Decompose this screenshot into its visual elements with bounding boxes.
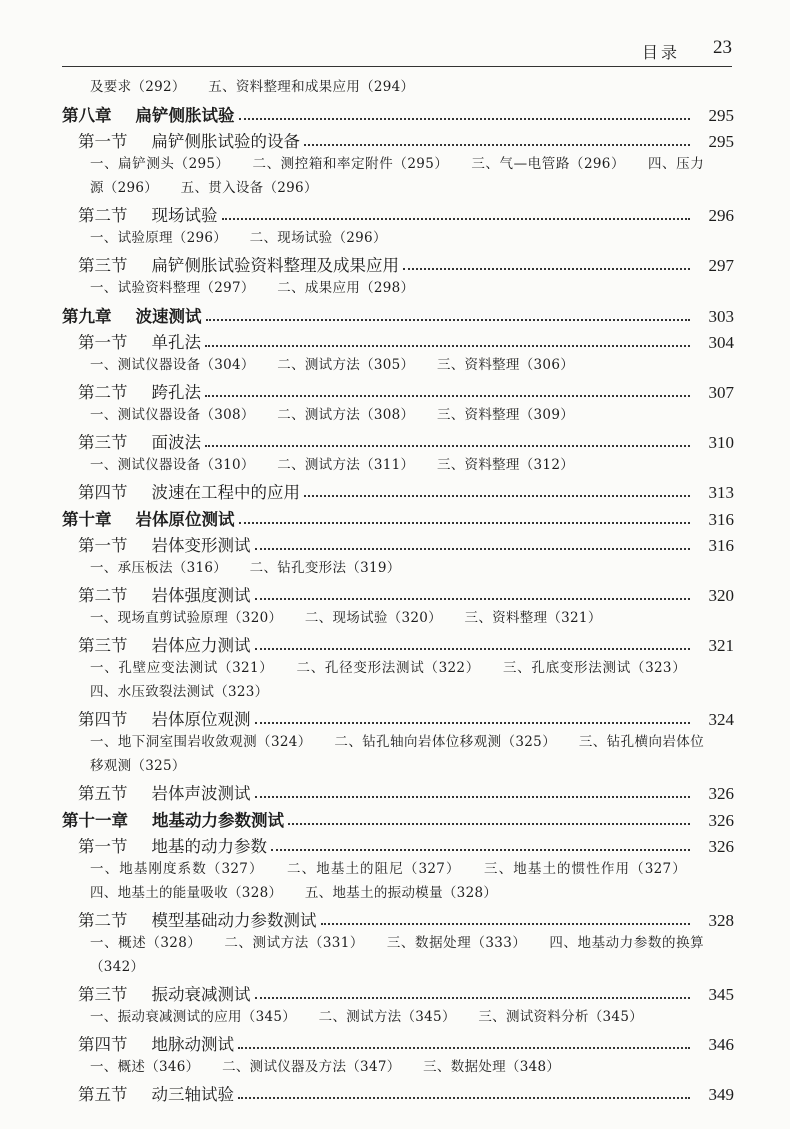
toc-section-entry[interactable] bbox=[62, 704, 734, 730]
toc-subsection-item: 一、试验原理（296） bbox=[90, 230, 228, 246]
toc-chapter-entry[interactable] bbox=[62, 102, 734, 126]
toc-subsection-list bbox=[62, 152, 734, 200]
section-title: 岩体声波测试 bbox=[151, 784, 251, 803]
toc-section-entry[interactable] bbox=[62, 630, 734, 656]
section-title: 岩体应力测试 bbox=[151, 636, 251, 655]
toc-subsection-list bbox=[62, 353, 734, 377]
toc-subsection-item: 一、地下洞室围岩收敛观测（324） bbox=[90, 734, 312, 750]
section-title: 岩体原位观测 bbox=[151, 710, 251, 729]
toc-page-number: 297 bbox=[708, 256, 734, 275]
section-number: 第三节 bbox=[78, 636, 128, 655]
toc-subsection-item: 一、概述（346） bbox=[90, 1059, 200, 1075]
toc-subsection-item: 三、孔底变形法测试（323） bbox=[502, 660, 687, 676]
toc-subsection-item: 四、地基动力参数的换算（342） bbox=[90, 935, 704, 975]
toc-section-entry[interactable] bbox=[62, 477, 734, 503]
toc-section-entry[interactable] bbox=[62, 327, 734, 353]
toc-section-entry[interactable] bbox=[62, 427, 734, 453]
toc-page-number: 326 bbox=[708, 784, 734, 803]
toc-section-entry[interactable] bbox=[62, 1029, 734, 1055]
toc-subsection-item: 二、测试方法（311） bbox=[277, 457, 415, 473]
section-number: 第一节 bbox=[78, 837, 128, 856]
toc-section-entry[interactable] bbox=[62, 905, 734, 931]
dot-leader bbox=[271, 849, 690, 851]
section-number: 第三节 bbox=[78, 985, 128, 1004]
toc-subsection-item: 一、扁铲测头（295） bbox=[90, 156, 230, 172]
section-title: 模型基础动力参数测试 bbox=[151, 911, 317, 930]
dot-leader bbox=[239, 522, 691, 524]
section-title: 现场试验 bbox=[151, 206, 218, 225]
toc-page-number: 313 bbox=[708, 483, 734, 502]
toc-subsection-list bbox=[62, 226, 734, 250]
dot-leader bbox=[205, 395, 690, 397]
chapter-number: 第十一章 bbox=[62, 811, 128, 830]
section-number: 第一节 bbox=[78, 132, 128, 151]
toc-subsection-list bbox=[62, 931, 734, 979]
section-title: 岩体变形测试 bbox=[151, 536, 251, 555]
section-title: 地脉动测试 bbox=[151, 1035, 234, 1054]
toc-subsection-item: 五、贯入设备（296） bbox=[180, 180, 318, 196]
dot-leader bbox=[255, 997, 691, 999]
section-number: 第四节 bbox=[78, 710, 128, 729]
toc-section-entry[interactable] bbox=[62, 200, 734, 226]
section-title: 扁铲侧胀试验资料整理及成果应用 bbox=[151, 256, 399, 275]
toc-section-entry[interactable] bbox=[62, 530, 734, 556]
section-number: 第三节 bbox=[78, 256, 128, 275]
section-title: 岩体强度测试 bbox=[151, 586, 251, 605]
dot-leader bbox=[321, 923, 691, 925]
toc-subsection-item: 一、承压板法（316） bbox=[90, 560, 228, 576]
toc-subsection-item: 四、地基土的能量吸收（328） bbox=[90, 885, 283, 901]
toc-chapter-entry[interactable] bbox=[62, 807, 734, 831]
toc-subsection-item: 二、测试方法（305） bbox=[277, 357, 415, 373]
toc-section-entry[interactable] bbox=[62, 250, 734, 276]
toc-subsection-list bbox=[62, 75, 734, 99]
toc-section-entry[interactable] bbox=[62, 126, 734, 152]
page-header bbox=[62, 36, 732, 67]
section-title: 扁铲侧胀试验的设备 bbox=[151, 132, 300, 151]
section-number: 第二节 bbox=[78, 911, 128, 930]
toc-page-number: 295 bbox=[708, 132, 734, 151]
toc-section-entry[interactable] bbox=[62, 1079, 734, 1105]
toc-subsection-item: 二、现场试验（320） bbox=[304, 610, 442, 626]
toc-page-number: 296 bbox=[708, 206, 734, 225]
chapter-title: 波速测试 bbox=[135, 307, 202, 326]
toc-subsection-item: 三、资料整理（306） bbox=[436, 357, 575, 373]
toc-page-number: 326 bbox=[708, 837, 734, 856]
toc-subsection-item: 一、测试仪器设备（308） bbox=[90, 407, 255, 423]
toc-page-number: 310 bbox=[708, 433, 734, 452]
toc-page-number: 346 bbox=[708, 1035, 734, 1054]
toc-subsection-list bbox=[62, 656, 734, 704]
chapter-title: 岩体原位测试 bbox=[135, 510, 235, 529]
toc-page-number: 307 bbox=[708, 383, 734, 402]
running-title: 目录 bbox=[641, 43, 680, 62]
dot-leader bbox=[304, 495, 690, 497]
toc-subsection-item: 四、压力源（296） bbox=[90, 156, 704, 196]
toc-page-number: 320 bbox=[708, 586, 734, 605]
toc-subsection-item: 三、数据处理（348） bbox=[423, 1059, 561, 1075]
section-title: 单孔法 bbox=[151, 333, 201, 352]
dot-leader bbox=[403, 268, 690, 270]
dot-leader bbox=[205, 445, 690, 447]
toc-subsection-item: 一、现场直剪试验原理（320） bbox=[90, 610, 283, 626]
dot-leader bbox=[255, 796, 691, 798]
toc-subsection-item: 三、钻孔横向岩体位移观测（325） bbox=[90, 734, 705, 774]
dot-leader bbox=[304, 144, 690, 146]
toc-section-entry[interactable] bbox=[62, 778, 734, 804]
toc-subsection-item: 一、试验资料整理（297） bbox=[90, 280, 255, 296]
toc-page-number: 321 bbox=[708, 636, 734, 655]
chapter-number: 第八章 bbox=[62, 106, 112, 125]
toc-page-number: 324 bbox=[708, 710, 734, 729]
dot-leader bbox=[255, 648, 691, 650]
dot-leader bbox=[206, 319, 691, 321]
toc-subsection-item: 一、概述（328） bbox=[90, 935, 202, 951]
section-number: 第二节 bbox=[78, 206, 128, 225]
toc-subsection-list bbox=[62, 857, 734, 905]
toc-subsection-item: 二、测试方法（308） bbox=[277, 407, 415, 423]
toc-subsection-item: 三、资料整理（321） bbox=[464, 610, 602, 626]
section-number: 第五节 bbox=[78, 784, 128, 803]
toc-section-entry[interactable] bbox=[62, 831, 734, 857]
section-number: 第二节 bbox=[78, 586, 128, 605]
toc-subsection-item: 二、孔径变形法测试（322） bbox=[296, 660, 480, 676]
toc-subsection-list bbox=[62, 1055, 734, 1079]
toc-subsection-item: 三、测试资料分析（345） bbox=[478, 1009, 644, 1025]
dot-leader bbox=[239, 118, 691, 120]
toc-subsection-item: 五、资料整理和成果应用（294） bbox=[208, 79, 415, 95]
toc-page-number: 349 bbox=[708, 1085, 734, 1104]
toc-subsection-list bbox=[62, 556, 734, 580]
toc-subsection-list bbox=[62, 276, 734, 300]
toc-subsection-item: 一、测试仪器设备（310） bbox=[90, 457, 255, 473]
toc-subsection-item: 一、测试仪器设备（304） bbox=[90, 357, 255, 373]
dot-leader bbox=[205, 345, 690, 347]
dot-leader bbox=[288, 823, 690, 825]
toc-subsection-item: 二、测试仪器及方法（347） bbox=[222, 1059, 401, 1075]
toc-subsection-list bbox=[62, 453, 734, 477]
toc-subsection-item: 三、资料整理（312） bbox=[436, 457, 575, 473]
toc-subsection-item: 二、钻孔变形法（319） bbox=[249, 560, 401, 576]
toc-subsection-list bbox=[62, 606, 734, 630]
toc-page-number: 316 bbox=[708, 536, 734, 555]
chapter-number: 第九章 bbox=[62, 307, 112, 326]
toc-subsection-list bbox=[62, 403, 734, 427]
section-title: 面波法 bbox=[151, 433, 201, 452]
section-number: 第四节 bbox=[78, 1035, 128, 1054]
section-number: 第一节 bbox=[78, 333, 128, 352]
toc-subsection-item: 一、地基刚度系数（327） bbox=[90, 861, 264, 877]
toc-page-number: 345 bbox=[708, 985, 734, 1004]
toc-page-number: 316 bbox=[708, 510, 734, 529]
toc-subsection-item: 三、资料整理（309） bbox=[436, 407, 575, 423]
page-number: 23 bbox=[713, 37, 732, 58]
section-number: 第一节 bbox=[78, 536, 128, 555]
toc-chapter-entry[interactable] bbox=[62, 506, 734, 530]
section-number: 第五节 bbox=[78, 1085, 128, 1104]
section-number: 第三节 bbox=[78, 433, 128, 452]
toc-subsection-item: 二、成果应用（298） bbox=[277, 280, 415, 296]
toc-subsection-item: 二、测试方法（345） bbox=[318, 1009, 456, 1025]
toc-page-number: 295 bbox=[708, 106, 734, 125]
toc-subsection-item: 四、水压致裂法测试（323） bbox=[90, 684, 269, 700]
toc-subsection-item: 一、振动衰减测试的应用（345） bbox=[90, 1009, 297, 1025]
toc-subsection-item: 二、地基土的阻尼（327） bbox=[287, 861, 461, 877]
dot-leader bbox=[222, 218, 691, 220]
toc-section-entry[interactable] bbox=[62, 377, 734, 403]
dot-leader bbox=[255, 598, 691, 600]
toc-subsection-item: 一、孔壁应变法测试（321） bbox=[90, 660, 274, 676]
toc-subsection-item: 五、地基土的振动模量（328） bbox=[304, 885, 498, 901]
toc-page-number: 304 bbox=[708, 333, 734, 352]
toc-subsection-item: 及要求（292） bbox=[90, 79, 186, 95]
chapter-number: 第十章 bbox=[62, 510, 112, 529]
section-number: 第四节 bbox=[78, 483, 128, 502]
toc-subsection-item: 三、气—电管路（296） bbox=[471, 156, 626, 172]
toc-page-number: 303 bbox=[708, 307, 734, 326]
section-title: 地基的动力参数 bbox=[151, 837, 267, 856]
table-of-contents bbox=[62, 75, 734, 1105]
toc-chapter-entry[interactable] bbox=[62, 303, 734, 327]
dot-leader bbox=[255, 722, 691, 724]
section-title: 动三轴试验 bbox=[151, 1085, 234, 1104]
toc-subsection-list bbox=[62, 1005, 734, 1029]
toc-subsection-item: 三、地基土的惯性作用（327） bbox=[484, 861, 686, 877]
dot-leader bbox=[238, 1047, 690, 1049]
toc-subsection-item: 二、测控箱和率定附件（295） bbox=[252, 156, 449, 172]
section-number: 第二节 bbox=[78, 383, 128, 402]
toc-subsection-item: 二、钻孔轴向岩体位移观测（325） bbox=[334, 734, 557, 750]
dot-leader bbox=[255, 548, 691, 550]
toc-section-entry[interactable] bbox=[62, 979, 734, 1005]
toc-section-entry[interactable] bbox=[62, 580, 734, 606]
toc-subsection-item: 二、测试方法（331） bbox=[224, 935, 364, 951]
toc-subsection-list bbox=[62, 730, 734, 778]
section-title: 波速在工程中的应用 bbox=[151, 483, 300, 502]
section-title: 跨孔法 bbox=[151, 383, 201, 402]
chapter-title: 扁铲侧胀试验 bbox=[135, 106, 235, 125]
toc-page-number: 328 bbox=[708, 911, 734, 930]
toc-subsection-item: 三、数据处理（333） bbox=[386, 935, 527, 951]
section-title: 振动衰减测试 bbox=[151, 985, 251, 1004]
chapter-title: 地基动力参数测试 bbox=[152, 811, 284, 830]
toc-page-number: 326 bbox=[708, 811, 734, 830]
toc-subsection-item: 二、现场试验（296） bbox=[249, 230, 387, 246]
dot-leader bbox=[238, 1097, 690, 1099]
